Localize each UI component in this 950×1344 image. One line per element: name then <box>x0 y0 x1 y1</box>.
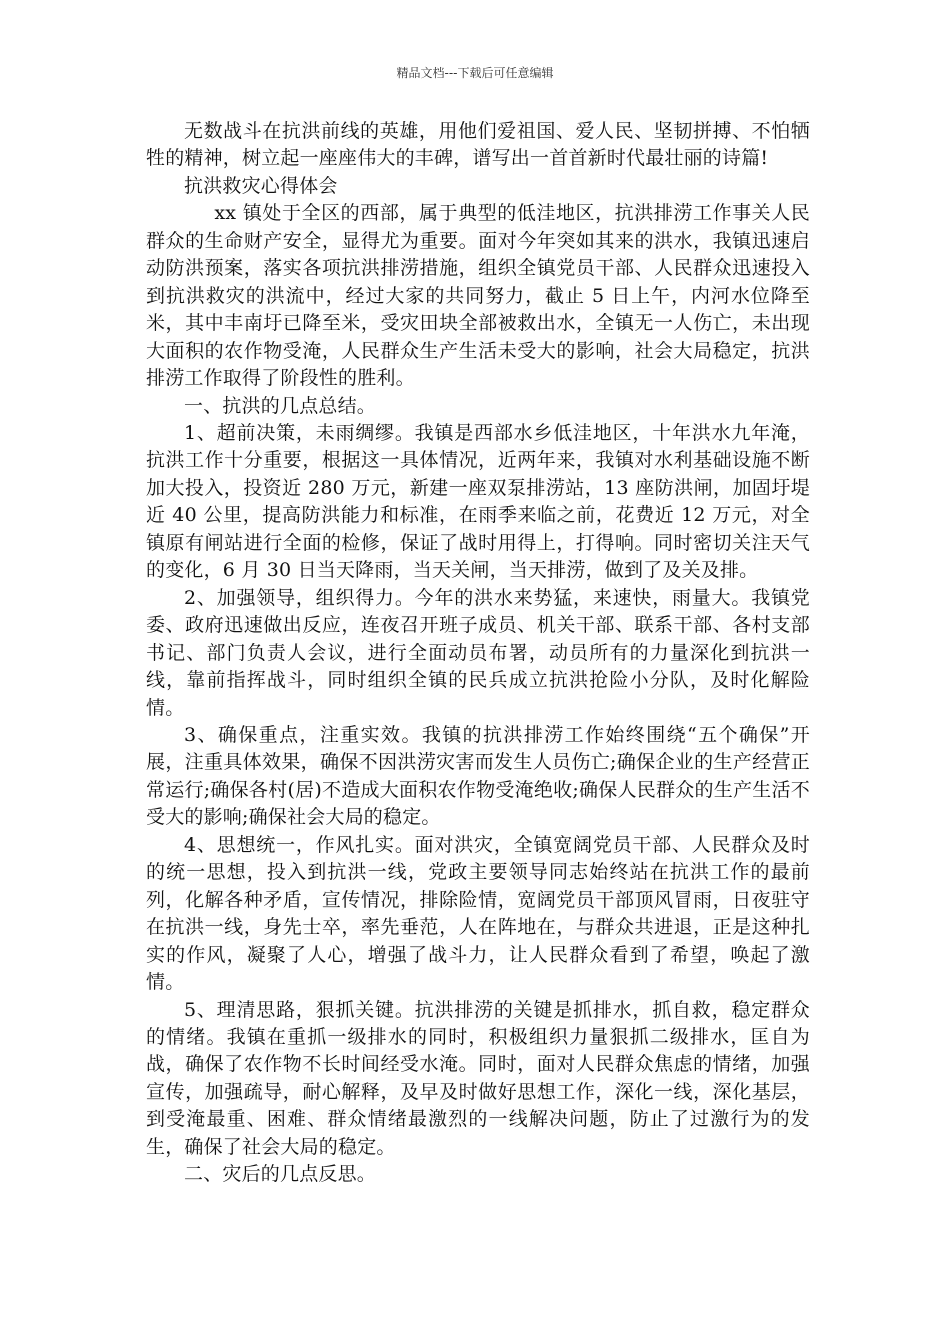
paragraph-point-5: 5、理清思路，狠抓关键。抗洪排涝的关键是抓排水，抓自救，稳定群众的情绪。我镇在重抓一级排水的同时，积极组织力量狠抓二级排水，匡自为战，确保了农作物不长时间经受水淹。同时，面对人民群众焦虑的情绪，加强宣传，加强疏导，耐心解释，及早及时做好思想工作，深化一线，深化基层，到受淹最重、困难、群众情绪最激烈的一线解决问题，防止了过激行为的发生，确保了社会大局的稳定。 <box>146 998 810 1158</box>
paragraph-overview: xx 镇处于全区的西部，属于典型的低洼地区，抗洪排涝工作事关人民群众的生命财产安全，显得尤为重要。面对今年突如其来的洪水，我镇迅速启动防洪预案，落实各项抗洪排涝措施，组织全镇党员干部、人民群众迅速投入到抗洪救灾的洪流中，经过大家的共同努力，截止 5 日上午，内河水位降至米，其中丰南圩已降至米，受灾田块全部被救出水，全镇无一人伤亡，未出现大面积的农作物受淹，人民群众生产生活未受大的影响，社会大局稳定，抗洪排涝工作取得了阶段性的胜利。 <box>146 202 810 390</box>
paragraph-intro: 无数战斗在抗洪前线的英雄，用他们爱祖国、爱人民、坚韧拼搏、不怕牺牲的精神，树立起一座座伟大的丰碑，谱写出一首首新时代最壮丽的诗篇! <box>146 120 810 170</box>
paragraph-point-3: 3、确保重点，注重实效。我镇的抗洪排涝工作始终围绕“五个确保”开展，注重具体效果，确保不因洪涝灾害而发生人员伤亡;确保企业的生产经营正常运行;确保各村(居)不造成大面积农作物受淹绝收;确保人民群众的生产生活不受大的影响;确保社会大局的稳定。 <box>146 723 810 829</box>
paragraph-point-2: 2、加强领导，组织得力。今年的洪水来势猛，来速快，雨量大。我镇党委、政府迅速做出反应，连夜召开班子成员、机关干部、联系干部、各村支部书记、部门负责人会议，进行全面动员布署，动员所有的力量深化到抗洪一线，靠前指挥战斗，同时组织全镇的民兵成立抗洪抢险小分队，及时化解险情。 <box>146 586 810 719</box>
section-heading-summary: 一、抗洪的几点总结。 <box>184 394 377 417</box>
section-heading-reflection: 二、灾后的几点反思。 <box>184 1163 377 1186</box>
section-title: 抗洪救灾心得体会 <box>184 174 338 197</box>
document-body <box>146 118 810 1189</box>
page-header: 精品文档---下载后可任意编辑 <box>396 66 554 80</box>
paragraph-point-1: 1、超前决策，未雨绸缪。我镇是西部水乡低洼地区，十年洪水九年淹，抗洪工作十分重要，根据这一具体情况，近两年来，我镇对水利基础设施不断加大投入，投资近 280 万元，新建一座双泵排涝站，13 座防洪闸，加固圩堤近 40 公里，提高防洪能力和标准，在雨季来临之前，花费近 12 万元，对全镇原有闸站进行全面的检修，保证了战时用得上，打得响。同时密切关注天气的变化，6 月 30 日当天降雨，当天关闸，当天排涝，做到了及关及排。 <box>146 421 810 582</box>
paragraph-point-4: 4、思想统一，作风扎实。面对洪灾，全镇宽阔党员干部、人民群众及时的统一思想，投入到抗洪一线，党政主要领导同志始终站在抗洪工作的最前列，化解各种矛盾，宣传情况，排除险情，宽阔党员干部顶风冒雨，日夜驻守在抗洪一线，身先士卒，率先垂范，人在阵地在，与群众共进退，正是这种扎实的作风，凝聚了人心，增强了战斗力，让人民群众看到了希望，唤起了激情。 <box>146 833 810 994</box>
